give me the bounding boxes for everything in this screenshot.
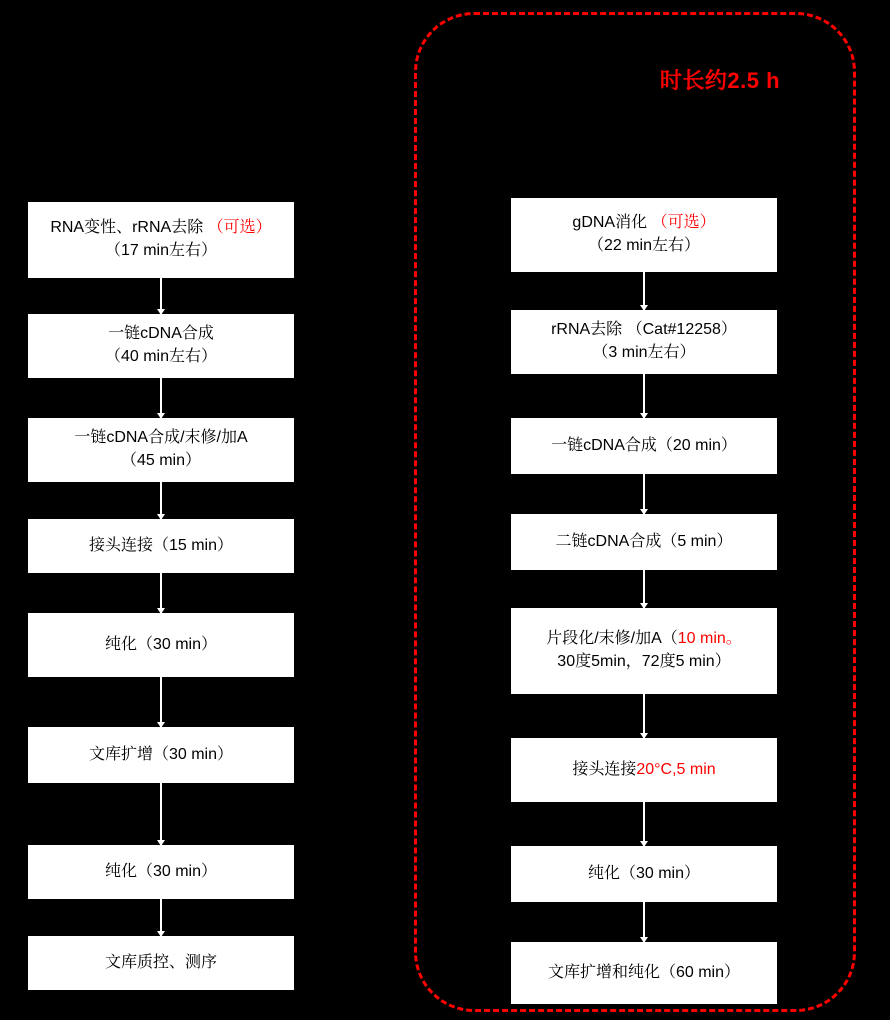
step-line-1: 文库扩增和纯化（60 min） (547, 963, 741, 981)
step-line-2: 30度5min，72度5 min） (557, 653, 731, 670)
step-line-2: （40 min左右） (104, 348, 218, 365)
process-step-text (518, 435, 770, 458)
step-line-1: 一链cDNA合成/末修/加A (74, 429, 248, 447)
step-highlight-text: 10 min。 (677, 630, 742, 648)
process-step-box (28, 845, 294, 899)
process-step-text (35, 535, 287, 558)
process-step-text (518, 759, 770, 782)
process-step-box (28, 314, 294, 378)
process-step-text (518, 319, 770, 364)
step-line-1: 一链cDNA合成 (108, 325, 214, 343)
flow-connector (643, 570, 645, 608)
process-step-box (511, 608, 777, 694)
process-step-text (518, 531, 770, 554)
flow-connector (643, 902, 645, 942)
process-step-box (511, 514, 777, 570)
flow-connector (160, 278, 162, 314)
process-step-text (518, 962, 770, 985)
step-line-1: 文库质控、测序 (104, 953, 217, 971)
step-line-2: （22 min左右） (587, 237, 701, 254)
step-line-2: （3 min左右） (592, 344, 696, 361)
process-step-box (28, 202, 294, 278)
process-step-box (28, 936, 294, 990)
process-step-text (35, 744, 287, 767)
step-highlight-text: 20°C,5 min (636, 760, 716, 778)
step-line-1: 二链cDNA合成（5 min） (555, 532, 733, 550)
step-line-1: 片段化/末修/加A（ (546, 630, 678, 648)
process-step-box (28, 613, 294, 677)
process-step-text (518, 212, 770, 257)
flow-connector (160, 783, 162, 845)
step-line-1: 接头连接 (572, 760, 637, 778)
process-step-text (518, 628, 770, 673)
flow-connector (160, 677, 162, 727)
process-step-box (511, 942, 777, 1004)
process-step-box (511, 418, 777, 474)
process-step-box (28, 519, 294, 573)
process-step-box (511, 846, 777, 902)
process-step-box (28, 418, 294, 482)
flow-connector (160, 573, 162, 613)
flow-connector (160, 378, 162, 418)
duration-label: 时长约2.5 h (659, 68, 781, 93)
step-line-2: （17 min左右） (104, 242, 218, 259)
process-step-box (28, 727, 294, 783)
flow-connector (643, 694, 645, 738)
step-line-1: 一链cDNA合成（20 min） (551, 436, 737, 454)
step-line-1: 纯化（30 min） (104, 862, 218, 880)
step-line-1: RNA变性、rRNA去除 (50, 219, 208, 237)
step-line-1: gDNA消化 (572, 214, 652, 232)
flow-connector (643, 272, 645, 310)
flow-connector (643, 474, 645, 514)
flow-connector (643, 374, 645, 418)
step-line-1: 接头连接（15 min） (88, 536, 234, 554)
step-line-2: （45 min） (120, 452, 202, 469)
flow-connector (160, 482, 162, 519)
step-line-1: rRNA去除 （Cat#12258） (551, 321, 737, 339)
process-step-box (511, 310, 777, 374)
process-step-text (35, 861, 287, 884)
process-step-text (35, 427, 287, 472)
process-step-text (35, 323, 287, 368)
step-highlight-text: （可选） (207, 219, 272, 237)
process-step-text (35, 217, 287, 262)
process-step-box (511, 738, 777, 802)
process-step-text (35, 634, 287, 657)
process-step-box (511, 198, 777, 272)
step-highlight-text: （可选） (651, 214, 716, 232)
flow-connector (160, 899, 162, 936)
step-line-1: 纯化（30 min） (587, 864, 701, 882)
flow-connector (643, 802, 645, 846)
process-step-text (35, 952, 287, 975)
step-line-1: 文库扩增（30 min） (88, 745, 234, 763)
step-line-1: 纯化（30 min） (104, 635, 218, 653)
process-step-text (518, 863, 770, 886)
